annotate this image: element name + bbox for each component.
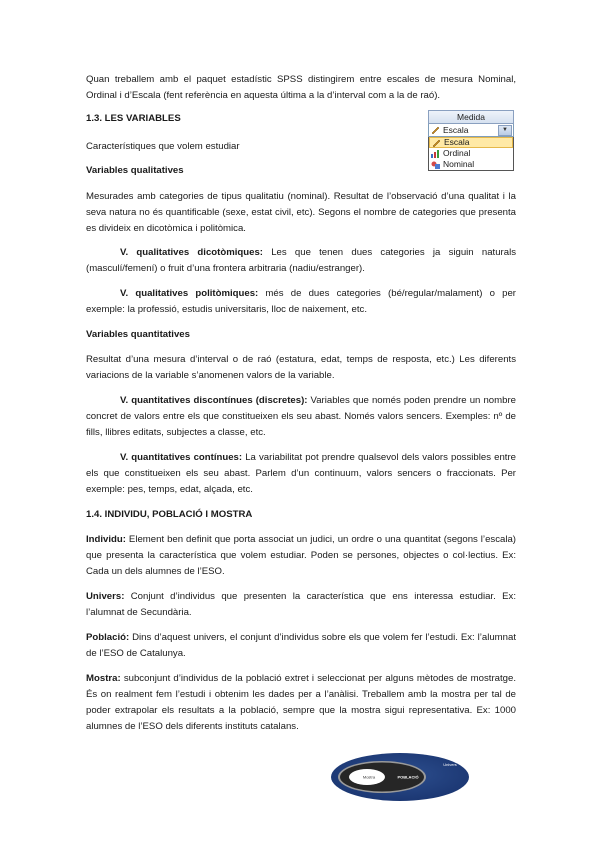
mostra-label: Mostra (362, 774, 376, 780)
option-nominal[interactable] (429, 159, 513, 170)
intro-paragraph: Quan treballem amb el paquet estadístic SPSS distingirem entre escales de mesura Nominal, Ordinal i d’Escala (fent referència en aquesta última a la d’interval com a la de raó). (86, 74, 516, 101)
continuous-text: La variabilitat pot prendre qualsevol dels valors possibles entre els que constitueixen els seu abast. Parlem d’un continuum, valors sencers o fraccionats. Per exemple: pes, temps, edat, alçada, etc. (86, 452, 516, 495)
dichotomous-term: V. qualitatives dicotòmiques: (120, 247, 263, 258)
univers-paragraph (86, 589, 516, 621)
bar-chart-icon (431, 150, 440, 158)
measure-options-list (428, 137, 514, 171)
pencil-ruler-icon (432, 139, 441, 147)
mostra-text: subconjunt d’individus de la població extret i seleccionat per alguns mètodes de mostratge. És on realment fem l’estudi i obtenim les dades per a l’anàlisi. Treballem amb la mostra per tal de poder extrapolar els resultats a la població, sempre que la mostra sigui representativa. Ex: 1000 alumnes de l’ESO dels diferents instituts catalans. (86, 673, 516, 732)
individu-paragraph (86, 532, 516, 580)
dichotomous-text: Les que tenen dues categories ja siguin naturals (masculí/femení) o fruit d’una frontera arbitraria (nadiu/estranger). (86, 247, 516, 274)
shapes-icon (431, 161, 440, 169)
individu-text: Element ben definit que porta associat un judici, un ordre o una quantitat (segons l’escala) que presenta la característica que volem estudiar. Poden se persones, objectes o col·lectius. Ex: Cada un dels alumnes de l’ESO. (86, 534, 516, 577)
poblacio-label: POBLACIÓ (397, 774, 419, 780)
quantitative-paragraph: Resultat d’una mesura d’interval o de raó (estatura, edat, temps de resposta, etc.) Les diferents variacions de la variable s’anomenen valors de la variable. (86, 354, 516, 381)
measure-column-header: Medida (428, 110, 514, 124)
option-nominal-label: Nominal (443, 159, 475, 169)
spss-measure-dropdown[interactable] (428, 110, 514, 178)
dichotomous-paragraph (86, 245, 516, 277)
chevron-down-icon[interactable]: ▼ (498, 125, 512, 136)
quantitative-heading: Variables quantitatives (86, 329, 190, 340)
option-escala-label: Escala (444, 137, 470, 147)
continuous-paragraph (86, 450, 516, 498)
measure-select[interactable] (428, 124, 514, 137)
univers-text: Conjunt d’individus que presenten la característica que ens interessa estudiar. Ex: l’alumnat de Secundària. (86, 591, 516, 618)
polytomous-paragraph (86, 286, 516, 318)
option-escala[interactable] (429, 137, 513, 148)
polytomous-text: més de dues categories (bé/regular/malament) o per exemple: la professió, estudis universitaris, lloc de naixement, etc. (86, 288, 516, 315)
poblacio-text: Dins d’aquest univers, el conjunt d’individus sobre els que volem fer l’estudi. Ex: l’alumnat de l’ESO de Catalunya. (86, 632, 516, 659)
discrete-paragraph (86, 393, 516, 441)
univers-term: Univers: (86, 591, 125, 602)
polytomous-term: V. qualitatives politòmiques: (120, 288, 259, 299)
population-sample-diagram (330, 752, 470, 802)
poblacio-term: Població: (86, 632, 130, 643)
variables-lead: Característiques que volem estudiar (86, 141, 240, 152)
univers-label: Univers (443, 762, 457, 767)
qualitative-paragraph: Mesurades amb categories de tipus qualitatiu (nominal). Resultat de l’observació d’una qualitat i la seva natura no és quantificable (sexe, estat civil, etc). Segons el nombre de categories que presenta es divideix en dicotòmica i politòmica. (86, 191, 516, 234)
option-ordinal[interactable] (429, 148, 513, 159)
measure-selected-value: Escala (443, 125, 469, 135)
option-ordinal-label: Ordinal (443, 148, 471, 158)
discrete-term: V. quantitatives discontínues (discretes): (120, 395, 308, 406)
poblacio-paragraph (86, 630, 516, 662)
mostra-paragraph (86, 671, 516, 735)
pencil-ruler-icon (431, 126, 440, 134)
qualitative-heading: Variables qualitatives (86, 165, 184, 176)
discrete-text: Variables que només poden prendre un nombre concret de valors entre els que constitueixen els seu abast. Només valors sencers. Exemples: nº de fills, llibres editats, subjectes a classe, etc. (86, 395, 516, 438)
section-1-4-heading: 1.4. INDIVIDU, POBLACIÓ I MOSTRA (86, 509, 253, 520)
individu-term: Individu: (86, 534, 126, 545)
mostra-term: Mostra: (86, 673, 121, 684)
continuous-term: V. quantitatives contínues: (120, 452, 243, 463)
section-1-3-heading: 1.3. LES VARIABLES (86, 113, 181, 124)
